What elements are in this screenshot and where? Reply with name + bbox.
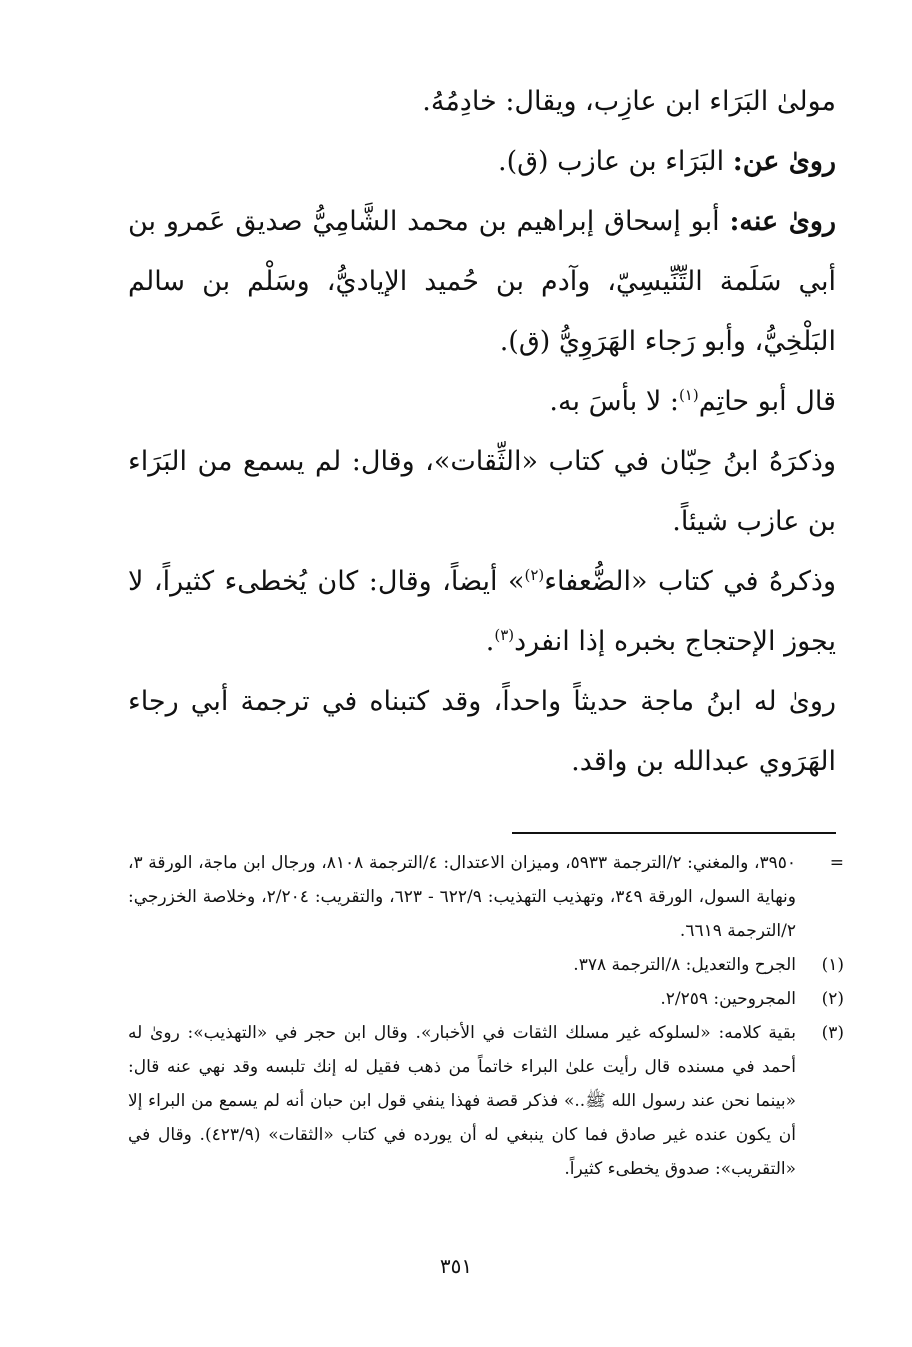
footnote-ref-2[interactable]: (٢) xyxy=(524,566,545,584)
ibn-hibban-text: وذكرَهُ ابنُ حِبّان في كتاب «الثِّقات»، وقال: لم يسمع من البَرَاء بن عازب شيئاً. xyxy=(128,446,836,537)
paragraph-ibn-majah xyxy=(128,672,836,792)
footnote-ref-3[interactable]: (٣) xyxy=(494,626,515,644)
footnote-2 xyxy=(128,982,844,1016)
footnote-text: بقية كلامه: «لسلوكه غير مسلك الثقات في الأخبار». وقال ابن حجر في «التهذيب»: رویٰ له أحمد في مسنده قال رأيت علىٰ البراء خاتماً من ذهب فقيل له إنك تلبسه وقد نهي عنه قال: «بينما نحن عند رسول الله ﷺ..» فذكر قصة فهذا ينفي قول ابن حبان أنه لم يسمع من البراء إلا أن يكون عنده غير صادق فما كان ينبغي له أن يورده في كتاب «الثقات» (٤٢٣/٩). وقال في «التقريب»: صدوق يخطىء كثيراً. xyxy=(128,1023,796,1179)
footnote-number: (٣) xyxy=(821,1023,844,1043)
narrated-by-text: أبو إسحاق إبراهيم بن محمد الشَّامِيُّ صديق عَمرو بن أبي سَلَمة التِّنِّيسِيّ، وآدم بن حُميد الإياديُّ، وسَلْم بن سالم البَلْخِيُّ، وأبو رَجاء الهَرَوِيُّ (ق). xyxy=(128,206,836,357)
footnote-1 xyxy=(128,948,844,982)
footnote-divider xyxy=(512,832,836,834)
footnote-number: (٢) xyxy=(821,989,844,1009)
paragraph-duafa xyxy=(128,552,836,672)
footnote-3 xyxy=(128,1016,844,1186)
paragraph-intro xyxy=(128,72,836,132)
footnote-ref-1[interactable]: (١) xyxy=(678,386,699,404)
paragraph-ibn-hibban xyxy=(128,432,836,552)
paragraph-narrated-from xyxy=(128,132,836,192)
main-text xyxy=(128,72,836,792)
footnote-number: = xyxy=(829,853,844,873)
ibn-majah-text: رویٰ له ابنُ ماجة حديثاً واحداً، وقد كتبناه في ترجمة أبي رجاء الهَرَوي عبدالله بن واقد. xyxy=(128,686,836,777)
duafa-text-a: وذكرهُ في كتاب «الضُّعفاء xyxy=(544,566,836,597)
narrated-from-text: البَرَاء بن عازب (ق). xyxy=(497,146,733,177)
footnote-number: (١) xyxy=(821,955,844,975)
footnote-text: ٣٩٥٠، والمغني: ٢/الترجمة ٥٩٣٣، وميزان الاعتدال: ٤/الترجمة ٨١٠٨، ورجال ابن ماجة، الورقة ٣، ونهاية السول، الورقة ٣٤٩، وتهذيب التهذيب: ٦٢٢/٩ - ٦٢٣، والتقريب: ٢/٢٠٤، وخلاصة الخزرجي: ٢/الترجمة ٦٦١٩. xyxy=(128,853,797,941)
intro-text: مولىٰ البَرَاء ابن عازِب، ويقال: خادِمُهُ. xyxy=(422,86,836,117)
footnote-text: المجروحين: ٢/٢٥٩. xyxy=(660,989,796,1009)
narrated-by-label: رویٰ عنه: xyxy=(729,206,837,237)
abu-hatim-text: قال أبو حاتِم xyxy=(698,386,836,417)
footnote-continuation xyxy=(128,846,844,948)
duafa-text-c: . xyxy=(485,626,495,657)
abu-hatim-rest: : لا بأسَ به. xyxy=(549,386,679,417)
paragraph-narrated-by xyxy=(128,192,836,372)
paragraph-abu-hatim xyxy=(128,372,836,432)
page-number: ٣٥١ xyxy=(439,1254,473,1278)
footnotes xyxy=(128,846,844,1186)
footnote-text: الجرح والتعديل: ٨/الترجمة ٣٧٨. xyxy=(573,955,796,975)
duafa-text-b: » أيضاً، وقال: كان يُخطىء كثيراً، لا يجوز الإحتجاج بخبره إذا انفرد xyxy=(128,566,836,657)
narrated-from-label: رویٰ عن: xyxy=(732,146,836,177)
